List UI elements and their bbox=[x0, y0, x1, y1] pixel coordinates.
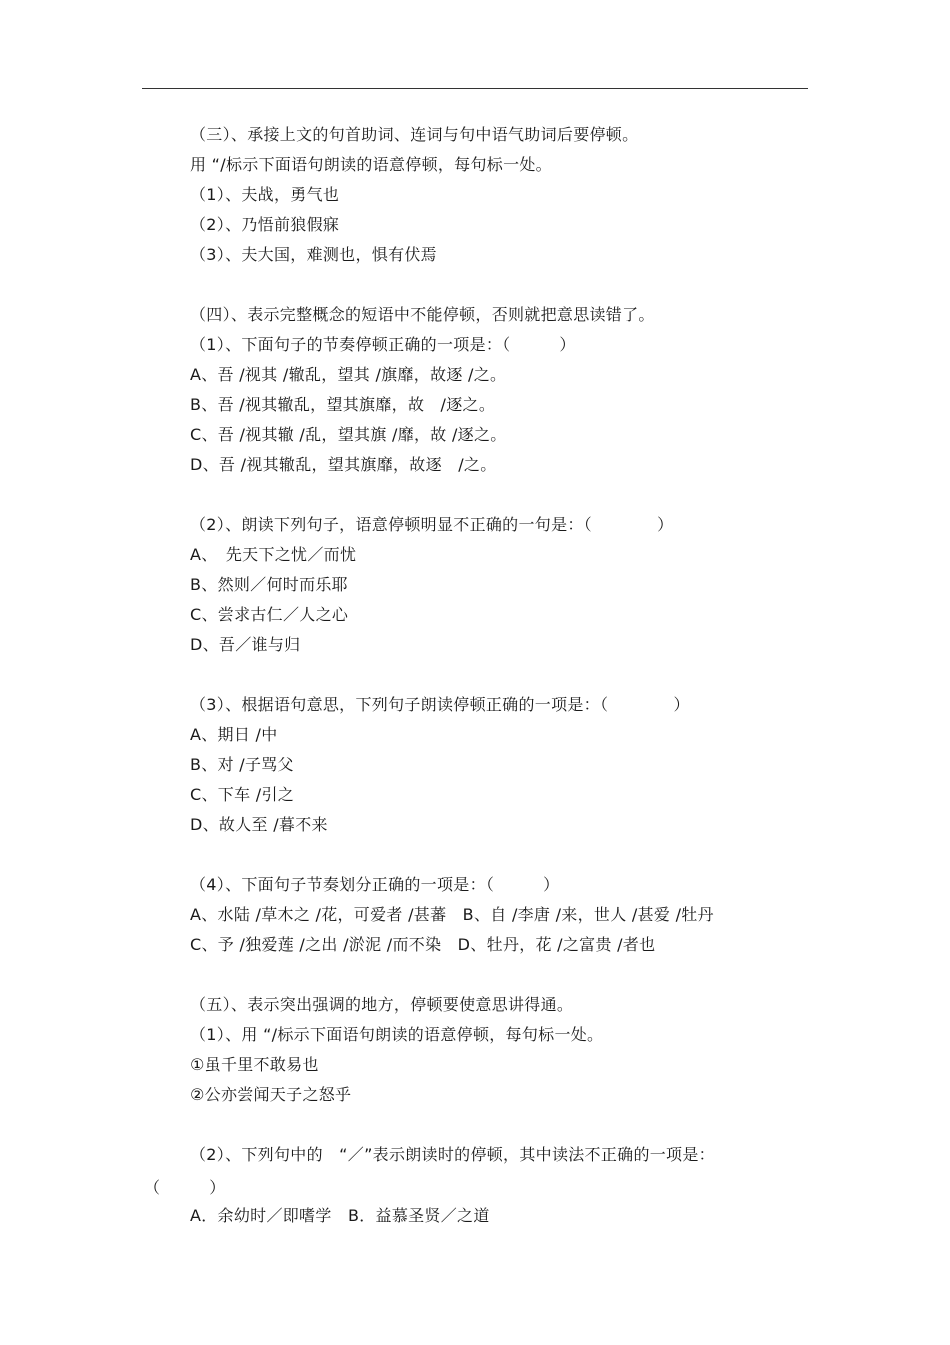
question-4-1-option-a: A、吾 /视其 /辙乱，望其 /旗靡，故逐 /之。 bbox=[190, 365, 507, 384]
question-4-3-option-c: C、下车 /引之 bbox=[190, 785, 295, 804]
question-4-2-option-d: D、吾／谁与归 bbox=[190, 635, 301, 654]
question-5-2-options-ab: A．余幼时／即嗜学 B．益慕圣贤／之道 bbox=[190, 1206, 490, 1225]
question-4-2-option-c: C、尝求古仁／人之心 bbox=[190, 605, 349, 624]
question-4-1: （1）、下面句子的节奏停顿正确的一项是：（ ） bbox=[190, 335, 576, 354]
section-5-heading: （五）、表示突出强调的地方，停顿要使意思讲得通。 bbox=[190, 995, 574, 1014]
question-4-2-option-b: B、然则／何时而乐耶 bbox=[190, 575, 348, 594]
section-3-heading: （三）、承接上文的句首助词、连词与句中语气助词后要停顿。 bbox=[190, 125, 639, 144]
question-4-4-options-ab: A、水陆 /草木之 /花，可爱者 /甚蕃 B、自 /李唐 /来，世人 /甚爱 /牡丹 bbox=[190, 905, 714, 924]
question-5-1: （1）、用 “/标示下面语句朗读的语意停顿，每句标一处。 bbox=[190, 1025, 604, 1044]
question-4-3: （3）、根据语句意思，下列句子朗读停顿正确的一项是：（ ） bbox=[190, 695, 690, 714]
question-4-4: （4）、下面句子节奏划分正确的一项是：（ ） bbox=[190, 875, 560, 894]
section-3-item-2: （2）、乃悟前狼假寐 bbox=[190, 215, 340, 234]
question-4-1-option-d: D、吾 /视其辙乱，望其旗靡，故逐 /之。 bbox=[190, 455, 497, 474]
section-3-instruction: 用 “/标示下面语句朗读的语意停顿，每句标一处。 bbox=[190, 155, 552, 174]
question-5-1-item-2: ②公亦尝闻天子之怒乎 bbox=[190, 1085, 352, 1104]
question-5-2: （2）、下列句中的 “／”表示朗读时的停顿，其中读法不正确的一项是： bbox=[190, 1145, 715, 1164]
question-4-3-option-b: B、对 /子骂父 bbox=[190, 755, 294, 774]
section-3-item-1: （1）、夫战，勇气也 bbox=[190, 185, 340, 204]
header-rule bbox=[142, 88, 808, 89]
question-5-1-item-1: ①虽千里不敢易也 bbox=[190, 1055, 319, 1074]
section-4-heading: （四）、表示完整概念的短语中不能停顿，否则就把意思读错了。 bbox=[190, 305, 655, 324]
question-4-4-options-cd: C、予 /独爱莲 /之出 /淤泥 /而不染 D、牡丹，花 /之富贵 /者也 bbox=[190, 935, 656, 954]
question-4-2-option-a: A、 先天下之忧／而忧 bbox=[190, 545, 357, 564]
question-4-1-option-b: B、吾 /视其辙乱，望其旗靡，故 /逐之。 bbox=[190, 395, 496, 414]
section-3-item-3: （3）、夫大国，难测也，惧有伏焉 bbox=[190, 245, 437, 264]
question-5-2-answer-blank: （ ） bbox=[144, 1178, 226, 1197]
question-4-1-option-c: C、吾 /视其辙 /乱，望其旗 /靡，故 /逐之。 bbox=[190, 425, 507, 444]
question-4-3-option-a: A、期日 /中 bbox=[190, 725, 278, 744]
question-4-2: （2）、朗读下列句子，语意停顿明显不正确的一句是：（ ） bbox=[190, 515, 674, 534]
question-4-3-option-d: D、故人至 /暮不来 bbox=[190, 815, 328, 834]
